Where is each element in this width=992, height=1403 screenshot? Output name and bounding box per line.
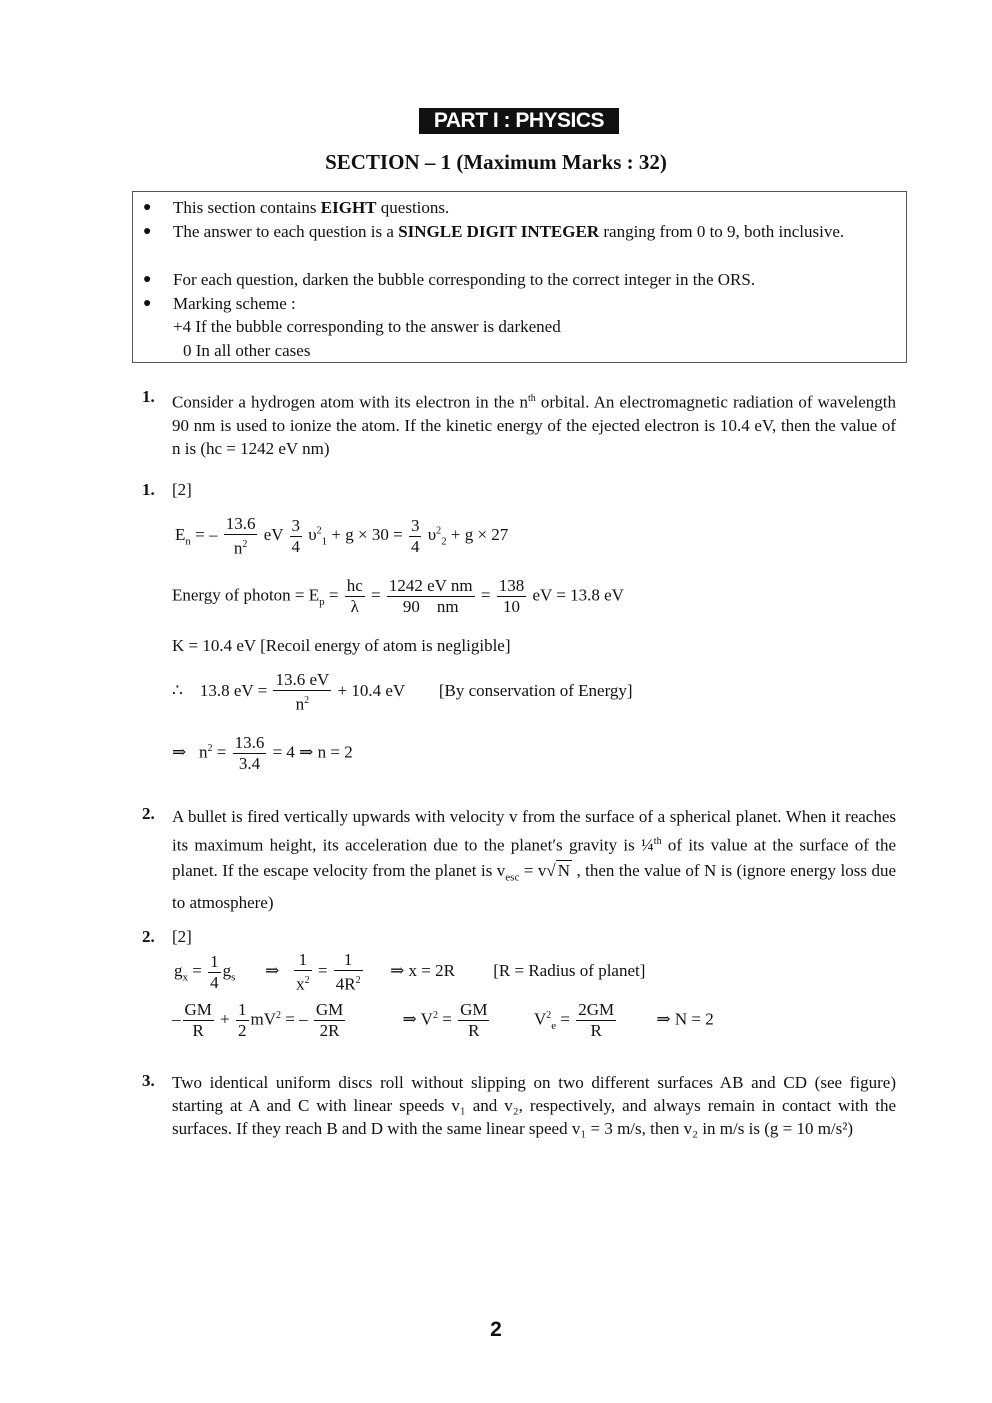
answer-2-gravity-relation: $g_x$ = $\frac{1}{4}$ $g_s$ ⇒ $\frac{1}{x^2}$ = $\frac{1}{4R^2}$ ⇒ x = 2R [R = Radius of planet] — [174, 950, 646, 994]
marking-zero: 0 In all other cases — [183, 341, 311, 360]
bullet-icon: ● — [143, 224, 152, 239]
bullet-icon: ● — [143, 272, 152, 287]
instruction-3: For each question, darken the bubble corresponding to the correct integer in the ORS. — [173, 270, 756, 289]
answer-1-conservation: ∴ 13.8 eV = $\frac{13.6 eV}{n^2}$ + 10.4 eV [By conservation of Energy] — [172, 670, 633, 714]
answer-1-number: 1. — [142, 480, 155, 499]
answer-1-kinetic-energy: K = 10.4 eV [Recoil energy of atom is negligible] — [172, 636, 511, 655]
answer-1-result: ⇒ $n^2$ = $\frac{13.6}{3.4}$ = 4 ⇒ n = 2 — [172, 733, 353, 773]
question-2-number: 2. — [142, 804, 155, 823]
answer-2-energy-relation: – $\frac{GM}{R}$ + $\frac{1}{2}$ $mV^2$ = – $\frac{GM}{2R}$ ⇒ $V^2$ = $\frac{GM}{R}$ $V^2_e$ = $\frac{2GM}{R}$ ⇒ N = 2 — [172, 1000, 714, 1040]
question-1-number: 1. — [142, 387, 155, 406]
instructions-box — [132, 191, 907, 363]
bullet-icon: ● — [143, 200, 152, 215]
bullet-icon: ● — [143, 296, 152, 311]
question-2-text: A bullet is fired vertically upwards with velocity v from the surface of a spherical planet. When it reaches its maximum height, its acceleration due to the planet′s gravity is ¼$^{th}$ of its value at the surface of the planet. If the escape velocity from the planet is $v_{esc} = v√$ N , then the value of N is (ignore energy loss due to atmosphere) — [172, 807, 897, 913]
answer-2-value: [2] — [172, 927, 192, 946]
marking-positive: +4 If the bubble corresponding to the answer is darkened — [173, 317, 561, 336]
instruction-4: Marking scheme : — [173, 294, 296, 313]
question-3-text: Two identical uniform discs roll without slipping on two different surfaces AB and CD (see figure) starting at A and C with linear speeds v₁ and v₂, respectively, and always remain in contact with the surfaces. If they reach B and D with the same linear speed v₁ = 3 m/s, then v₂ in m/s is (g = 10 m/s²) — [172, 1073, 896, 1138]
answer-2-number: 2. — [142, 927, 155, 946]
answer-1-photon-energy: Energy of photon = $E_p$ = $\frac{hc}{\lambda}$ = $\frac{\text{1242 eV nm}}{90 nm}$ = $\frac{138}{10}$ eV = 13.8 eV — [172, 576, 624, 616]
answer-1-value: [2] — [172, 480, 192, 499]
question-3-number: 3. — [142, 1071, 155, 1090]
instruction-2: The answer to each question is a SINGLE DIGIT INTEGER ranging from 0 to 9, both inclusive. — [173, 222, 845, 241]
instruction-1: This section contains EIGHT questions. — [173, 198, 450, 217]
question-1-text: Consider a hydrogen atom with its electron in the $n^{th}$ orbital. An electromagnetic radiation of wavelength 90 nm is used to ionize the atom. If the kinetic energy of the ejected electron is 10.4 eV, then the value of n is (hc = 1242 eV nm) — [172, 392, 896, 458]
page-number: 2 — [490, 1318, 502, 1341]
answer-1-equation-energy: $E_n$ = – $\frac{13.6}{n^2}$ eV $\frac{3}{4}$ $\upsilon^2_1 + g \times 30$ = $\frac{3}{4}$ $\upsilon^2_2 + g \times 27$ — [175, 514, 509, 558]
section-title: SECTION – 1 (Maximum Marks : 32) — [325, 150, 667, 174]
part-title: PART I : PHYSICS — [419, 108, 619, 134]
